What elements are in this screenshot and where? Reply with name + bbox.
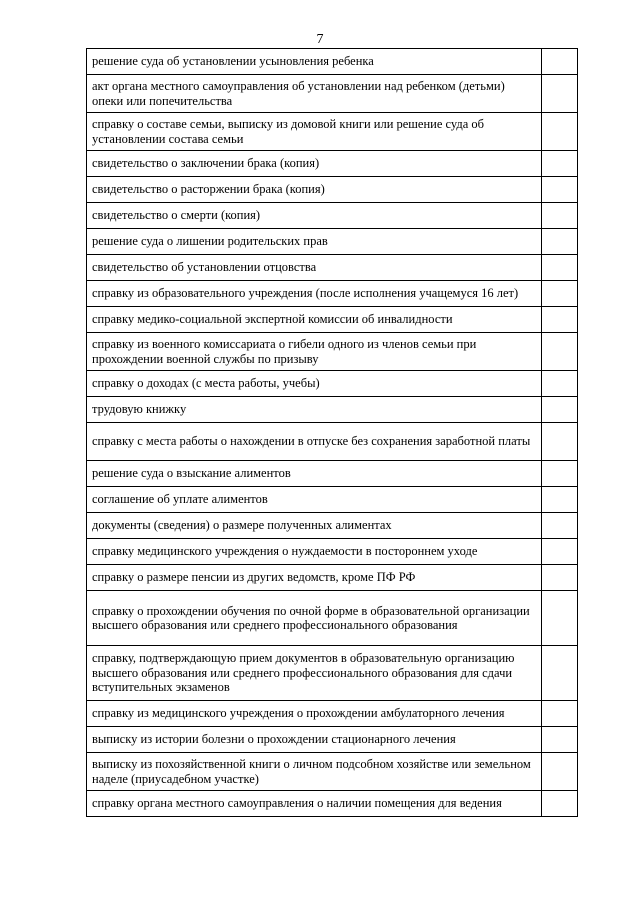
document-name-cell: справку из военного комиссариата о гибели одного из членов семьи при прохождении военной службы по призыву xyxy=(87,333,542,371)
table-row xyxy=(87,423,578,461)
table-row xyxy=(87,539,578,565)
checkbox-cell[interactable] xyxy=(542,397,578,423)
checkbox-cell[interactable] xyxy=(542,565,578,591)
document-name-cell: свидетельство о заключении брака (копия) xyxy=(87,151,542,177)
table-row xyxy=(87,203,578,229)
table-row xyxy=(87,49,578,75)
document-name-cell: документы (сведения) о размере полученных алиментах xyxy=(87,513,542,539)
checkbox-cell[interactable] xyxy=(542,177,578,203)
table-row xyxy=(87,791,578,817)
document-name-cell: справку медико-социальной экспертной комиссии об инвалидности xyxy=(87,307,542,333)
table-row xyxy=(87,753,578,791)
checkbox-cell[interactable] xyxy=(542,307,578,333)
checkbox-cell[interactable] xyxy=(542,791,578,817)
document-name-cell: справку, подтверждающую прием документов в образовательную организацию высшего образования или среднего профессионального образования для сдачи вступительных экзаменов xyxy=(87,646,542,701)
document-name-cell: справку из медицинского учреждения о прохождении амбулаторного лечения xyxy=(87,701,542,727)
document-name-cell: трудовую книжку xyxy=(87,397,542,423)
document-name-cell: справку медицинского учреждения о нуждаемости в постороннем уходе xyxy=(87,539,542,565)
checkbox-cell[interactable] xyxy=(542,753,578,791)
document-name-cell: справку о прохождении обучения по очной форме в образовательной организации высшего образования или среднего профессионального образования xyxy=(87,591,542,646)
checkbox-cell[interactable] xyxy=(542,151,578,177)
checkbox-cell[interactable] xyxy=(542,701,578,727)
table-row xyxy=(87,646,578,701)
table-row xyxy=(87,333,578,371)
document-name-cell: справку из образовательного учреждения (после исполнения учащемуся 16 лет) xyxy=(87,281,542,307)
table-row xyxy=(87,75,578,113)
document-name-cell: выписку из истории болезни о прохождении стационарного лечения xyxy=(87,727,542,753)
checkbox-cell[interactable] xyxy=(542,255,578,281)
checkbox-cell[interactable] xyxy=(542,646,578,701)
table-row xyxy=(87,591,578,646)
checkbox-cell[interactable] xyxy=(542,461,578,487)
table-row xyxy=(87,487,578,513)
table-row xyxy=(87,151,578,177)
document-name-cell: соглашение об уплате алиментов xyxy=(87,487,542,513)
page-number: 7 xyxy=(316,32,324,47)
checkbox-cell[interactable] xyxy=(542,49,578,75)
table-row xyxy=(87,307,578,333)
document-name-cell: справку с места работы о нахождении в отпуске без сохранения заработной платы xyxy=(87,423,542,461)
checkbox-cell[interactable] xyxy=(542,727,578,753)
checkbox-cell[interactable] xyxy=(542,75,578,113)
document-name-cell: решение суда об установлении усыновления ребенка xyxy=(87,49,542,75)
document-name-cell: справку о составе семьи, выписку из домовой книги или решение суда об установлении состава семьи xyxy=(87,113,542,151)
checkbox-cell[interactable] xyxy=(542,113,578,151)
document-name-cell: справку о размере пенсии из других ведомств, кроме ПФ РФ xyxy=(87,565,542,591)
checkbox-cell[interactable] xyxy=(542,229,578,255)
table-row xyxy=(87,565,578,591)
table-row xyxy=(87,701,578,727)
document-name-cell: свидетельство о смерти (копия) xyxy=(87,203,542,229)
table-row xyxy=(87,727,578,753)
table-row xyxy=(87,461,578,487)
documents-table xyxy=(86,48,578,817)
table-row xyxy=(87,177,578,203)
document-name-cell: выписку из похозяйственной книги о личном подсобном хозяйстве или земельном наделе (приусадебном участке) xyxy=(87,753,542,791)
checkbox-cell[interactable] xyxy=(542,423,578,461)
checkbox-cell[interactable] xyxy=(542,281,578,307)
document-name-cell: акт органа местного самоуправления об установлении над ребенком (детьми) опеки или попечительства xyxy=(87,75,542,113)
checkbox-cell[interactable] xyxy=(542,591,578,646)
table-row xyxy=(87,397,578,423)
document-name-cell: свидетельство об установлении отцовства xyxy=(87,255,542,281)
checkbox-cell[interactable] xyxy=(542,371,578,397)
document-name-cell: справку о доходах (с места работы, учебы) xyxy=(87,371,542,397)
table-row xyxy=(87,371,578,397)
document-name-cell: свидетельство о расторжении брака (копия) xyxy=(87,177,542,203)
table-row xyxy=(87,513,578,539)
checkbox-cell[interactable] xyxy=(542,203,578,229)
checkbox-cell[interactable] xyxy=(542,333,578,371)
table-row xyxy=(87,281,578,307)
document-name-cell: решение суда о взыскание алиментов xyxy=(87,461,542,487)
checkbox-cell[interactable] xyxy=(542,487,578,513)
document-name-cell: справку органа местного самоуправления о наличии помещения для ведения xyxy=(87,791,542,817)
documents-table-body xyxy=(87,49,578,817)
table-row xyxy=(87,229,578,255)
checkbox-cell[interactable] xyxy=(542,539,578,565)
checkbox-cell[interactable] xyxy=(542,513,578,539)
table-row xyxy=(87,255,578,281)
table-row xyxy=(87,113,578,151)
document-name-cell: решение суда о лишении родительских прав xyxy=(87,229,542,255)
